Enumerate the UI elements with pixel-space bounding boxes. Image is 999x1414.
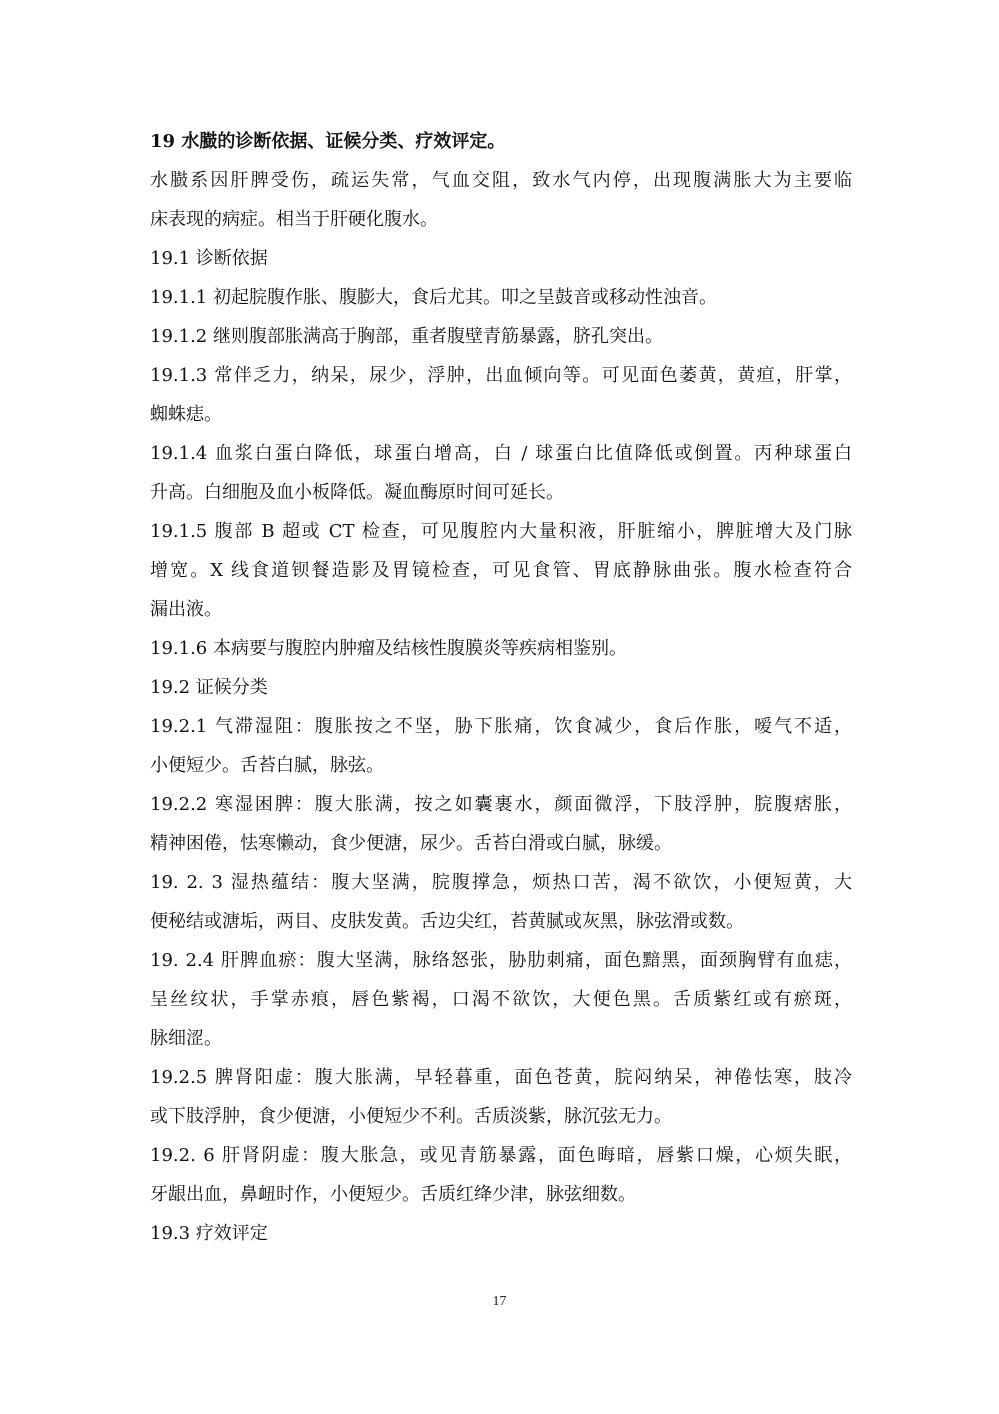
- text-line: 19.1.3 常伴乏力，纳呆，尿少，浮肿，出血倾向等。可见面色萎黄，黄疸，肝掌，: [150, 365, 852, 386]
- text-line: 牙龈出血，鼻衄时作，小便短少。舌质红绛少津，脉弦细数。: [150, 1184, 636, 1205]
- intro-paragraph: [150, 161, 852, 239]
- text-line: 漏出液。: [150, 599, 222, 620]
- text-line: 19.1.5 腹部 B 超或 CT 检查，可见腹腔内大量积液，肝脏缩小，脾脏增大及门脉: [150, 521, 852, 542]
- text-line: 19. 2. 3 湿热蕴结：腹大坚满，脘腹撑急，烦热口苦，渴不欲饮，小便短黄，大: [150, 872, 852, 893]
- subsection-title-syndromes: 19.2 证候分类: [150, 677, 268, 698]
- text-line: 便秘结或溏垢，两目、皮肤发黄。舌边尖红，苔黄腻或灰黑，脉弦滑或数。: [150, 911, 744, 932]
- paragraph-19-2-6: [150, 1136, 852, 1214]
- text-line: 19.2.5 脾肾阳虚：腹大胀满，早轻暮重，面色苍黄，脘闷纳呆，神倦怯寒，肢冷: [150, 1067, 852, 1088]
- text-line: 小便短少。舌苔白腻，脉弦。: [150, 755, 384, 776]
- paragraph-19-1-3: [150, 356, 852, 434]
- text-line: 19.2.2 寒湿困脾：腹大胀满，按之如囊裹水，颜面微浮，下肢浮肿，脘腹痞胀，: [150, 794, 852, 815]
- text-line: 19.2.1 气滞湿阻：腹胀按之不坚，胁下胀痛，饮食减少，食后作胀，嗳气不适，: [150, 716, 852, 737]
- text-line: 升高。白细胞及血小板降低。凝血酶原时间可延长。: [150, 482, 564, 503]
- text-line: 蜘蛛痣。: [150, 404, 222, 425]
- paragraph-19-1-2: 19.1.2 继则腹部胀满高于胸部，重者腹壁青筋暴露，脐孔突出。: [150, 326, 663, 347]
- subsection-title-efficacy: 19.3 疗效评定: [150, 1223, 268, 1244]
- paragraph-19-2-3: [150, 863, 852, 941]
- paragraph-19-1-4: [150, 434, 852, 512]
- text-line: 精神困倦，怯寒懒动，食少便溏，尿少。舌苔白滑或白腻，脉缓。: [150, 833, 672, 854]
- section-heading: 19 水臌的诊断依据、证候分类、疗效评定。: [150, 131, 506, 152]
- subsection-title-diagnosis: 19.1 诊断依据: [150, 248, 268, 269]
- paragraph-19-2-4: [150, 941, 852, 1058]
- paragraph-19-1-1: 19.1.1 初起脘腹作胀、腹膨大，食后尤其。叩之呈鼓音或移动性浊音。: [150, 287, 717, 308]
- text-line: 呈丝纹状，手掌赤痕，唇色紫褐，口渴不欲饮，大便色黑。舌质紫红或有瘀斑，: [150, 989, 852, 1010]
- text-line: 或下肢浮肿，食少便溏，小便短少不利。舌质淡紫，脉沉弦无力。: [150, 1106, 672, 1127]
- text-line: 水臌系因肝脾受伤，疏运失常，气血交阻，致水气内停，出现腹满胀大为主要临: [150, 170, 852, 191]
- text-line: 床表现的病症。相当于肝硬化腹水。: [150, 209, 438, 230]
- text-line: 19.1.4 血浆白蛋白降低，球蛋白增高，白 / 球蛋白比值降低或倒置。丙种球蛋白: [150, 443, 852, 464]
- text-line: 19. 2.4 肝脾血瘀：腹大坚满，脉络怒张，胁肋刺痛，面色黯黑，面颈胸臂有血痣，: [150, 950, 852, 971]
- paragraph-19-2-5: [150, 1058, 852, 1136]
- document-body: [150, 122, 852, 1253]
- text-line: 脉细涩。: [150, 1028, 222, 1049]
- text-line: 增宽。X 线食道钡餐造影及胃镜检查，可见食管、胃底静脉曲张。腹水检查符合: [150, 560, 852, 581]
- page-number: 17: [492, 1294, 507, 1309]
- paragraph-19-1-5: [150, 512, 852, 629]
- paragraph-19-2-2: [150, 785, 852, 863]
- paragraph-19-1-6: 19.1.6 本病要与腹腔内肿瘤及结核性腹膜炎等疾病相鉴别。: [150, 638, 627, 659]
- text-line: 19.2. 6 肝肾阴虚：腹大胀急，或见青筋暴露，面色晦暗，唇紫口燥，心烦失眠，: [150, 1145, 852, 1166]
- paragraph-19-2-1: [150, 707, 852, 785]
